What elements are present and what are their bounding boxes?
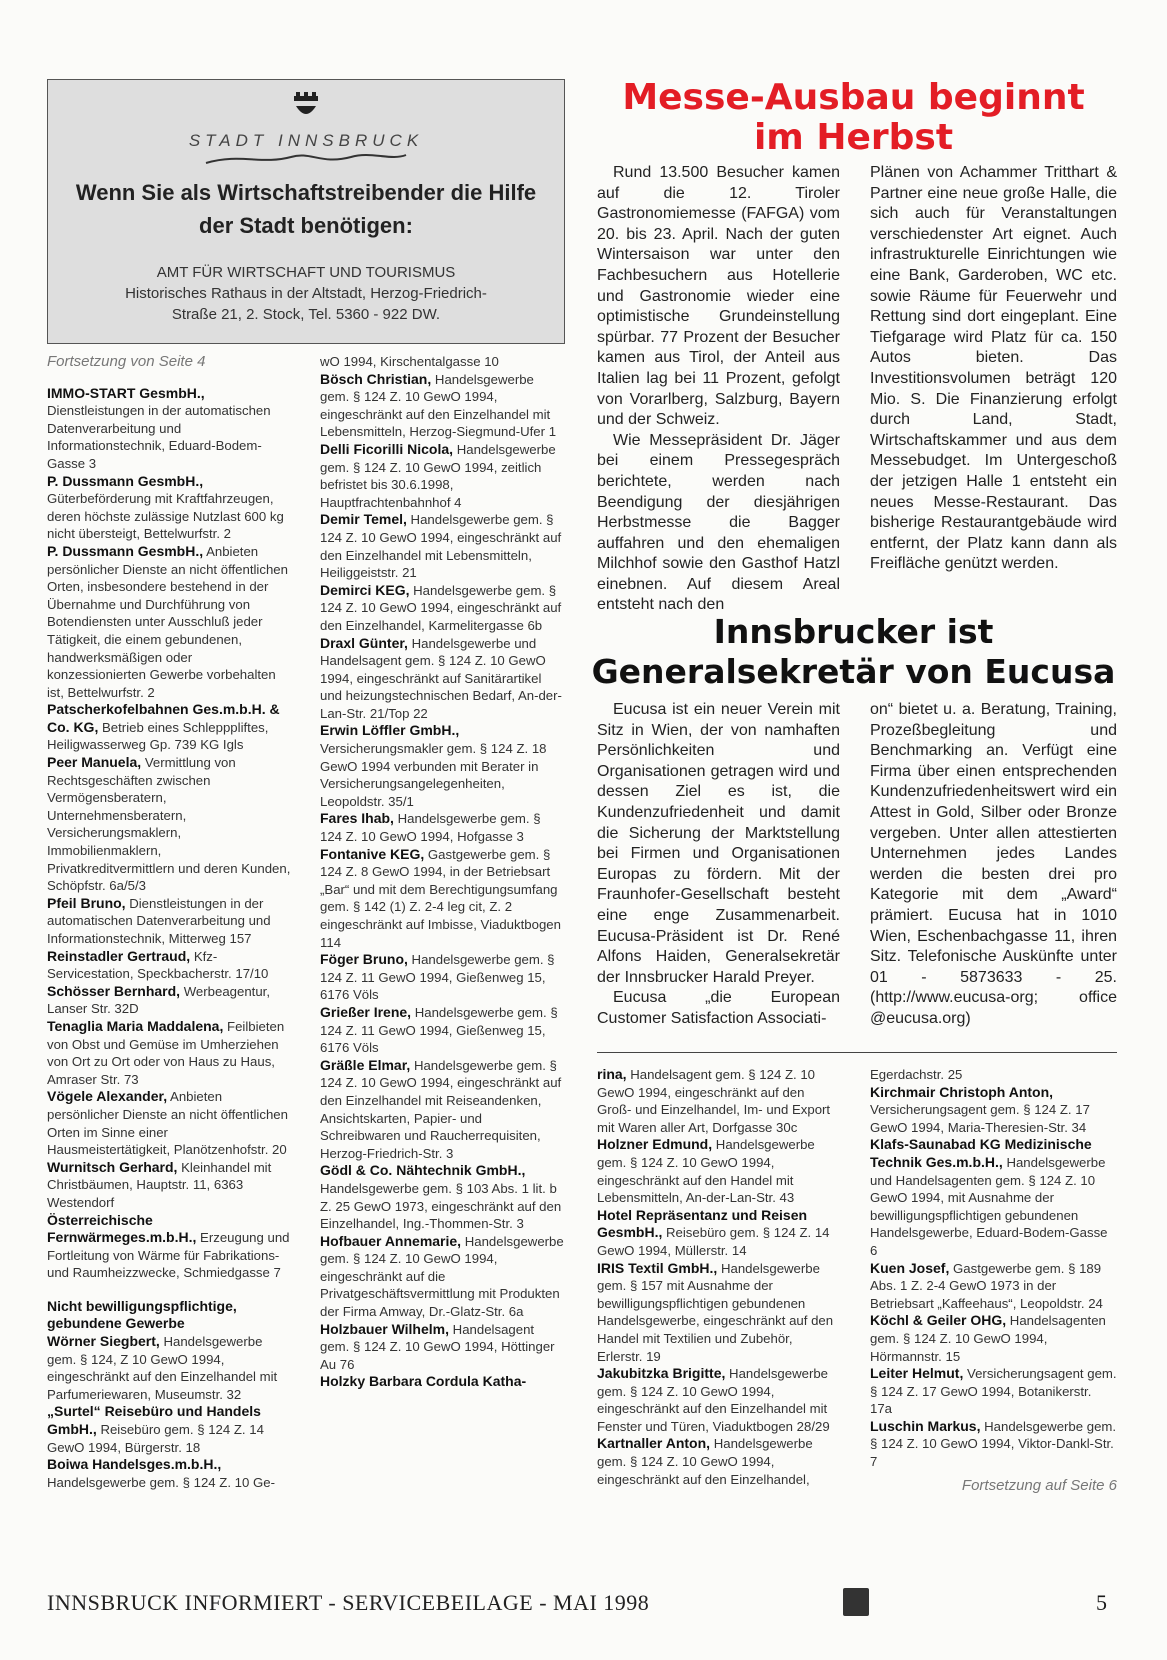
entry-text: Handelsgewerbe gem. § 124 Z. 10 GewO 1994, eingeschränkt auf den Einzelhandel mit Fenster und Türen, Viaduktbogen 28/29 <box>597 1366 830 1434</box>
info-box <box>47 79 565 344</box>
listing-entry <box>47 543 292 701</box>
listing-entry <box>320 582 565 635</box>
info-box-address <box>58 262 554 325</box>
listing-entry <box>870 1136 1117 1259</box>
entry-text: Handelsgewerbe gem. § 124 Z. 10 GewO 1994, eingeschränkt auf den Einzelhandel mit Lebensmitteln, Herzog-Siegmund-Ufer 1 <box>320 371 557 440</box>
entry-text: Versicherungsmakler gem. § 124 Z. 18 GewO 1994 verbunden mit Berater in Versicherungsangelegenheiten, Leopoldstr. 35/1 <box>320 741 547 809</box>
listing-column-1 <box>47 353 292 1491</box>
entry-name: Hofbauer Annemarie, <box>320 1232 462 1249</box>
entry-name: Kuen Josef, <box>870 1259 950 1276</box>
listing-entry <box>320 1321 565 1374</box>
listing-entry <box>47 473 292 543</box>
entry-name: „Surtel“ Reisebüro und Handels GmbH., <box>47 1403 261 1438</box>
entry-name: Demir Temel, <box>320 511 407 528</box>
entry-name: Fontanive KEG, <box>320 845 425 862</box>
entry-name: Boiwa Handelsges.m.b.H., <box>47 1456 222 1473</box>
entry-name: P. Dussmann GesmbH., <box>47 472 204 489</box>
article1-column-a <box>597 163 840 616</box>
entry-name: Köchl & Geiler OHG, <box>870 1312 1007 1329</box>
listing-entry <box>870 1260 1117 1313</box>
entry-name: Bösch Christian, <box>320 370 432 387</box>
footer-publication: INNSBRUCK INFORMIERT - SERVICEBEILAGE - MAI 1998 <box>47 1590 650 1615</box>
entry-name: Fares Ihab, <box>320 810 394 827</box>
city-crest-small-icon <box>843 1588 869 1616</box>
listing-entries-4 <box>870 1066 1117 1471</box>
entry-text: Egerdachstr. 25 <box>870 1067 963 1082</box>
article2-headline <box>590 612 1117 692</box>
listing-entry <box>47 701 292 754</box>
article1-paragraph-2: Wie Messepräsident Dr. Jäger bei einem Pressegespräch berichtete, werden nach Beendigung der diesjährigen Herbstmesse die Bagger auffahren und den ehemaligen Milchhof sowie den Gasthof Hatzl einebnen. Auf diesem Areal entsteht nach den <box>597 431 840 614</box>
listing-entry <box>47 983 292 1018</box>
listing-entry <box>47 1159 292 1212</box>
entry-name: IRIS Textil GmbH., <box>597 1259 718 1276</box>
entry-name: Grießer Irene, <box>320 1003 412 1020</box>
entry-text: Handelsgewerbe gem. § 124 Z. 10 GewO 1994, Viktor-Dankl-Str. 7 <box>870 1418 1117 1470</box>
entry-text: Werbeagentur, Lanser Str. 32D <box>47 983 270 1017</box>
article1-column-b <box>870 163 1117 575</box>
listing-entry <box>597 1136 840 1206</box>
listing-entry <box>320 810 565 845</box>
entry-text: Feilbieten von Obst und Gemüse im Umherziehen von Ort zu Ort oder von Haus zu Haus, Amraser Str. 73 <box>47 1018 285 1087</box>
listing-entry <box>320 353 565 371</box>
listing-entry <box>47 1403 292 1456</box>
listing-entry <box>320 846 565 952</box>
entry-name: Patscherkofelbahnen Ges.m.b.H. & Co. KG, <box>47 701 280 735</box>
entry-text: Kleinhandel mit Christbäumen, Hauptstr. 11, 6363 Westendorf <box>47 1159 272 1210</box>
article2-paragraph-1: Eucusa ist ein neuer Verein mit Sitz in Wien, der von namhaften Persönlichkeiten und Organisationen getragen wird und dessen Ziel es ist, die Kundenzufriedenheit und damit die Sicherung der Marktstellung bei Firmen und Organisationen Europas zu fördern. Mit der Fraunhofer-Gesellschaft besteht eine enge Zusammenarbeit. Eucusa-Präsident ist Dr. René Alfons Haiden, Generalsekretär der Innsbrucker Harald Preyer. <box>597 701 840 986</box>
listing-entry <box>320 722 565 810</box>
entry-text: Handelsgewerbe gem. § 124 Z. 10 GewO 1994, eingeschränkt auf den Einzelhandel mit Lebensmitteln, Heiliggeiststr. 21 <box>320 512 562 581</box>
listing-entry <box>870 1066 1117 1084</box>
entry-text: Gastgewerbe gem. § 124 Z. 8 GewO 1994, in der Betriebsart „Bar“ und mit dem Berechtigungsumfang gem. § 142 (1) Z. 2-4 leg cit, Z. 2 eingeschränkt auf Imbisse, Viaduktbogen 114 <box>320 846 561 950</box>
entry-name: Pfeil Bruno, <box>47 894 126 911</box>
divider <box>597 1052 1117 1053</box>
entry-name: Klafs-Saunabad KG Medizinische Technik Ges.m.b.H., <box>870 1136 1092 1170</box>
listing-entry <box>320 1057 565 1163</box>
page-number: 5 <box>1096 1590 1107 1615</box>
city-crest-icon <box>288 92 324 122</box>
entry-name: Wörner Siegbert, <box>47 1333 160 1350</box>
section-heading: Nicht bewilligungspflichtige, gebundene Gewerbe <box>47 1297 237 1332</box>
article2-paragraph-2: Eucusa „die European Customer Satisfaction Associati- <box>597 989 840 1027</box>
listing-entry <box>597 1365 840 1435</box>
listing-entry <box>47 1018 292 1088</box>
entry-name: Luschin Markus, <box>870 1417 981 1434</box>
town-name: STADT INNSBRUCK <box>188 131 424 150</box>
article2-paragraph-3: on“ bietet u. a. Beratung, Training, Prozeßbegleitung und Benchmarking an. Verfügt eine Firma über einen entsprechenden Kundenzufriedenheitswert wird ein Attest in Gold, Silber oder Bronze vergeben. Unter allen attestierten Unternehmen jedes Landes werden die besten drei pro Kategorie mit dem „Award“ prämiert. Eucusa hat in 1010 Wien, Eschenbachgasse 11, ihren Sitz. Telefonische Auskünfte unter 01 - 5873633 - 25. (http://www.eucusa-org; office @eucusa.org) <box>870 701 1117 1027</box>
listing-entry <box>320 951 565 1004</box>
office-name: AMT FÜR WIRTSCHAFT UND TOURISMUS <box>156 264 456 281</box>
continuation-from: Fortsetzung von Seite 4 <box>47 353 206 370</box>
entry-name: Draxl Günter, <box>320 634 408 651</box>
listing-entry <box>320 441 565 511</box>
entry-text: Anbieten persönlicher Dienste an nicht öffentlichen Orten im Sinne einer Hausmeistertätigkeit, Planötzenhofstr. 20 <box>47 1089 288 1158</box>
bridge-wave-icon <box>201 151 411 167</box>
listing-entry <box>597 1260 840 1366</box>
entry-text: Dienstleistungen in der automatischen Datenverarbeitung und Informationstechnik, Mitterweg 157 <box>47 895 271 946</box>
listing-entry <box>870 1312 1117 1365</box>
entry-text: Handelsgewerbe und Handelsagent gem. § 124 Z. 10 GewO 1994, eingeschränkt auf Sanitärartikel und heizungstechnischen Bedarf, An-der-Lan-Str. 21/Top 22 <box>320 635 562 721</box>
entry-text: Handelsgewerbe gem. § 124 Z. 10 GewO 1994, eingeschränkt auf die Privatgeschäftsvermittlung mit Produkten der Firma Amway, Dr.-Glatz-Str. 6a <box>320 1233 564 1320</box>
entry-text: Betrieb eines Schlepppliftes, Heiligwasserweg Gp. 739 KG Igls <box>47 719 269 753</box>
listing-entry <box>320 371 565 441</box>
entry-text: Handelsgewerbe gem. § 124 Z. 10 GewO 1994, Hofgasse 3 <box>320 811 541 845</box>
entry-text: Handelsgewerbe gem. § 124 Z. 10 GewO 1994, zeitlich befristet bis 30.6.1998, Hauptfrachtenbahnhof 4 <box>320 441 556 510</box>
entry-name: Holzky Barbara Cordula Katha- <box>320 1373 527 1390</box>
entry-name: Österreichische Fernwärmeges.m.b.H., <box>47 1211 197 1246</box>
article2-headline-line2: Generalsekretär von Eucusa <box>591 652 1116 691</box>
entry-text: Versicherungsagent gem. § 124 Z. 17 GewO 1994, Botanikerstr. 17a <box>870 1366 1117 1417</box>
address-line-1: Historisches Rathaus in der Altstadt, Herzog-Friedrich- <box>125 285 487 302</box>
article1-paragraph-1: Rund 13.500 Besucher kamen auf die 12. Tiroler Gastronomiemesse (FAFGA) vom 20. bis 23. April. Nach der guten Wintersaison war unter den Fachbesuchern aus Hotellerie und Gastronomie wieder eine optimistische Grundeinstellung spürbar. 77 Prozent der Besucher kamen aus Tirol, der Anteil aus Italien lag bei 11 Prozent, gefolgt von Vorarlberg, Salzburg, Bayern und der Schweiz. <box>597 164 840 429</box>
listing-entry <box>320 1004 565 1057</box>
article2-headline-line1: Innsbrucker ist <box>713 612 994 651</box>
entry-name: Vögele Alexander, <box>47 1088 168 1105</box>
entry-text: Handelsgewerbe gem. § 124 Z. 10 GewO 1994, eingeschränkt auf den Einzelhandel, Karmelitergasse 6b <box>320 582 562 633</box>
entry-name: IMMO-START GesmbH., <box>47 384 205 401</box>
city-logo <box>48 92 564 162</box>
listing-entries-1 <box>47 385 292 1282</box>
entry-text: Handelsagenten gem. § 124 Z. 10 GewO 1994, Hörmannstr. 15 <box>870 1313 1106 1364</box>
article1-headline-line1: Messe-Ausbau beginnt <box>622 77 1085 118</box>
entry-text: Handelsgewerbe gem. § 124 Z. 10 GewO 1994, eingeschränkt auf den Einzelhandel, <box>597 1436 813 1487</box>
entry-name: Tenaglia Maria Maddalena, <box>47 1017 224 1034</box>
listing-entry <box>597 1207 840 1260</box>
listing-entry <box>47 1456 292 1491</box>
entry-text: Vermittlung von Rechtsgeschäften zwischen Vermögensberatern, Unternehmensberatern, Versicherungsmaklern, Immobilienmaklern, Privatkreditvermittlern und deren Kunden, Schöpfstr. 6a/5/3 <box>47 755 291 894</box>
listing-entries-1b <box>47 1333 292 1491</box>
listing-entry <box>320 635 565 723</box>
entry-text: Handelsgewerbe gem. § 124 Z. 11 GewO 1994, Gießenweg 15, 6176 Völs <box>320 952 555 1003</box>
entry-text: Handelsgewerbe und Handelsagenten gem. § 124 Z. 10 GewO 1994, mit Ausnahme der bewilligungspflichtigen gebundenen Handelsgewerbe, Eduard-Bodem-Gasse 6 <box>870 1154 1108 1258</box>
entry-text: Erzeugung und Fortleitung von Wärme für Fabrikations- und Raumheizzwecke, Schmiedgasse 7 <box>47 1230 290 1281</box>
listing-entry <box>47 895 292 948</box>
listing-entry <box>870 1365 1117 1418</box>
entry-text: Reisebüro gem. § 124 Z. 14 GewO 1994, Bürgerstr. 18 <box>47 1422 264 1455</box>
entry-name: Jakubitzka Brigitte, <box>597 1365 726 1382</box>
listing-column-3 <box>597 1066 840 1488</box>
article1-headline-line2: im Herbst <box>753 117 954 158</box>
listing-entry <box>47 1088 292 1158</box>
entry-text: Handelsgewerbe gem. § 124 Z. 10 Ge- <box>47 1474 275 1490</box>
listing-entries-2 <box>320 353 565 1391</box>
address-line-2: Straße 21, 2. Stock, Tel. 5360 - 922 DW. <box>171 306 441 323</box>
listing-entry <box>597 1435 840 1488</box>
info-box-headline: Wenn Sie als Wirtschaftstreibender die Hilfe der Stadt benötigen: <box>75 180 537 238</box>
listing-entry <box>870 1418 1117 1471</box>
listing-entry <box>47 1333 292 1403</box>
entry-name: Schösser Bernhard, <box>47 982 181 999</box>
entry-text: Handelsagent gem. § 124 Z. 10 GewO 1994, Höttinger Au 76 <box>320 1321 555 1372</box>
listing-entry <box>597 1066 840 1136</box>
entry-name: Gräßle Elmar, <box>320 1056 411 1073</box>
listing-column-2 <box>320 353 565 1391</box>
article2-column-b <box>870 700 1117 1030</box>
listing-entry <box>320 1373 565 1391</box>
article1-headline <box>590 78 1117 158</box>
entry-name: Erwin Löffler GmbH., <box>320 722 460 739</box>
entry-name: P. Dussmann GesmbH., <box>47 542 204 559</box>
continuation-to: Fortsetzung auf Seite 6 <box>961 1476 1117 1494</box>
entry-text: Handelsgewerbe gem. § 124 Z. 10 GewO 1994, eingeschränkt auf den Einzelhandel mit Reiseandenken, Ansichtskarten, Papier- und Schreibwaren und Raucherrequisiten, Herzog-Friedrich-Str. 3 <box>320 1057 562 1161</box>
entry-text: Versicherungsagent gem. § 124 Z. 17 GewO 1994, Maria-Theresien-Str. 34 <box>870 1102 1090 1135</box>
entry-text: Handelsgewerbe gem. § 124, Z 10 GewO 1994, eingeschränkt auf den Einzelhandel mit Parfumeriewaren, Museumstr. 32 <box>47 1334 278 1402</box>
listing-entry <box>320 511 565 581</box>
entry-name: Leiter Helmut, <box>870 1365 964 1382</box>
entry-name: Peer Manuela, <box>47 754 142 771</box>
entry-name: Reinstadler Gertraud, <box>47 947 191 964</box>
entry-name: Hotel Repräsentanz und Reisen GesmbH., <box>597 1206 808 1241</box>
listing-entry <box>47 948 292 983</box>
listing-entry <box>47 385 292 473</box>
entry-name: Demirci KEG, <box>320 581 410 598</box>
entry-name: Wurnitsch Gerhard, <box>47 1158 178 1175</box>
listing-entry <box>47 754 292 895</box>
entry-name: Kirchmair Christoph Anton, <box>870 1083 1054 1100</box>
entry-text: Anbieten persönlicher Dienste an nicht öffentlichen Orten, insbesondere bestehend in der Übernahme und Durchführung von Botendiensten unter Ausschluß jeder Tätigkeit, die einem gebundenen, handwerksmäßigen oder konzessionierten Gewerbe vorbehalten ist, Bettelwurfstr. 2 <box>47 543 288 700</box>
listing-entry <box>320 1233 565 1321</box>
listing-entry <box>870 1084 1117 1137</box>
entry-text: wO 1994, Kirschentalgasse 10 <box>320 354 499 369</box>
entry-name: Kartnaller Anton, <box>597 1435 711 1452</box>
listing-entry <box>320 1162 565 1232</box>
entry-text: Reisebüro gem. § 124 Z. 14 GewO 1994, Müllerstr. 14 <box>597 1225 830 1258</box>
listing-column-4 <box>870 1066 1117 1494</box>
article1-paragraph-3: Plänen von Achammer Tritthart & Partner eine neue große Halle, die sich auch für Veranstaltungen verschiedenster Art eignet. Auch infrastrukturelle Einrichtungen wie eine Bank, Garderoben, WC etc. sowie Räume für Feuerwehr und Rettung sind dort eingeplant. Eine Tiefgarage wird Platz für ca. 150 Autos bieten. Das Investitionsvolumen beträgt 120 Mio. S. Die Finanzierung erfolgt durch Land, Stadt, Wirtschaftskammer und aus dem Messebudget. Im Untergeschoß der jetzigen Halle 1 entsteht ein neues Messe-Restaurant. Das bisherige Restaurantgebäude wird entfernt, der Platz kann dann als Freifläche genützt werden. <box>870 164 1117 573</box>
entry-text: Gastgewerbe gem. § 189 Abs. 1 Z. 2-4 GewO 1973 in der Betriebsart „Kaffeehaus“, Leopoldstr. 24 <box>870 1260 1103 1311</box>
entry-name: Holzner Edmund, <box>597 1136 713 1153</box>
entry-text: Handelsgewerbe gem. § 103 Abs. 1 lit. b Z. 25 GewO 1973, eingeschränkt auf den Einzelhandel, Ing.-Thommen-Str. 3 <box>320 1180 562 1232</box>
entry-name: rina, <box>597 1066 627 1082</box>
entry-text: Dienstleistungen in der automatischen Datenverarbeitung und Informationstechnik, Eduard-Bodem-Gasse 3 <box>47 403 271 471</box>
entry-name: Delli Ficorilli Nicola, <box>320 440 454 457</box>
listing-entries-3 <box>597 1066 840 1488</box>
entry-text: Güterbeförderung mit Kraftfahrzeugen, deren höchste zulässige Nutzlast 600 kg nicht übersteigt, Bettelwurfstr. 2 <box>47 491 284 542</box>
article2-column-a <box>597 700 840 1030</box>
entry-text: Kfz-Servicestation, Speckbacherstr. 17/10 <box>47 948 269 982</box>
entry-name: Holzbauer Wilhelm, <box>320 1320 450 1337</box>
entry-text: Handelsgewerbe gem. § 124 Z. 11 GewO 1994, Gießenweg 15, 6176 Völs <box>320 1004 558 1056</box>
entry-name: Gödl & Co. Nähtechnik GmbH., <box>320 1162 526 1179</box>
entry-name: Föger Bruno, <box>320 951 408 968</box>
entry-text: Handelsgewerbe gem. § 157 mit Ausnahme der bewilligungspflichtigen gebundenen Handelsgewerbe, eingeschränkt auf den Handel mit Textilien und Zubehör, Erlerstr. 19 <box>597 1260 834 1364</box>
entry-text: Handelsagent gem. § 124 Z. 10 GewO 1994, eingeschränkt auf den Groß- und Einzelhandel, Im- und Export mit Waren aller Art, Dorfgasse 30c <box>597 1067 831 1135</box>
entry-text: Handelsgewerbe gem. § 124 Z. 10 GewO 1994, eingeschränkt auf den Handel mit Lebensmitteln, An-der-Lan-Str. 43 <box>597 1137 815 1206</box>
listing-entry <box>47 1212 292 1282</box>
